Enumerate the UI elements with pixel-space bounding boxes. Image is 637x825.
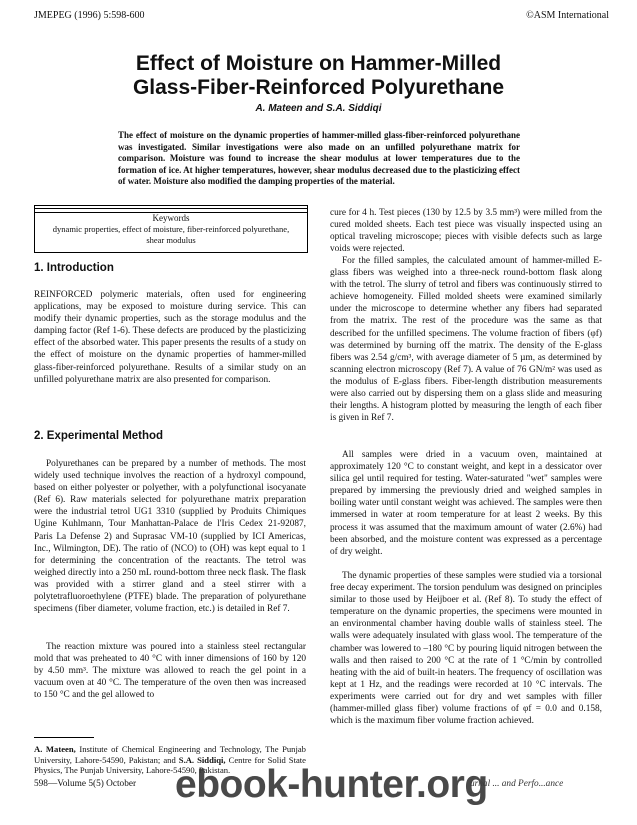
footnote-author-2: S.A. Siddiqi, bbox=[178, 754, 226, 765]
footnote-affiliation-1: Institute of Chemical Engineering and Technology, The Punjab University, Lahore-54590, Pakistan; and bbox=[34, 744, 306, 765]
column2-paragraph-3: All samples were dried in a vacuum oven, maintained at approximately 120 °C to constant weight, and kept in a dessicator over silica gel until required for testing. Water-saturated "wet" samples were prepared by immersing the previously dried and weighed samples in boiling water until constant weight was achieved. The samples were then immersed in water at room temperature for at least 2 weeks. By this process it was assumed that the maximum amount of water (2.6%) had been absorbed, and the moisture content was expressed as a percentage of dry weight. bbox=[330, 450, 602, 557]
article-authors: A. Mateen and S.A. Siddiqi bbox=[255, 103, 382, 114]
title-line-1: Effect of Moisture on Hammer-Milled bbox=[135, 52, 502, 75]
column2-paragraph-1: cure for 4 h. Test pieces (130 by 12.5 by 3.5 mm³) were milled from the cured molded sheets. Each test piece was visually inspected using an optical traveling microscope; pieces with visible defects such as large voids were rejected. bbox=[330, 208, 602, 255]
introduction-paragraph: REINFORCED polymeric materials, often used for engineering applications, may be exposed to moisture during service. This can modify their dynamic properties, such as the storage modulus and the damping factor (Ref 1-6). These defects are produced by the plasticizing effect of the absorbed water. This paper presents the results of a study on the effect of moisture on the dynamic properties of hammer-milled glass-fiber-reinforced polyurethane. Results of a similar study on an unfilled polyurethane matrix are also presented for comparison. bbox=[34, 290, 306, 385]
copyright-notice: ©ASM International bbox=[526, 10, 609, 21]
method-paragraph-2: The reaction mixture was poured into a stainless steel rectangular mold that was preheated to 40 °C with inner dimensions of 160 by 120 by 4.50 mm³. The mixture was allowed to reach the gel point in a vacuum oven at 40 °C. The temperature of the oven then was increased to 150 °C and the gel allowed to bbox=[34, 642, 306, 701]
keywords-box bbox=[34, 205, 308, 253]
footnote-affiliation-2: Centre for Solid State Physics, The Punjab University, Lahore-54590, Pakistan. bbox=[34, 754, 306, 776]
page-footer-left: 598—Volume 5(5) October bbox=[34, 779, 137, 789]
footnote-author-1: A. Mateen, bbox=[34, 744, 76, 754]
article-title bbox=[0, 52, 637, 100]
journal-reference: JMEPEG (1996) 5:598-600 bbox=[34, 10, 145, 21]
abstract: The effect of moisture on the dynamic properties of hammer-milled glass-fiber-reinforced polyurethane was investigated. Similar investigations were also made on an unfilled polyurethane matrix for comparison. Moisture was found to increase the shear modulus at lower temperatures due to the formation of ice. At higher temperatures, however, shear modulus decreased due to the plasticizing effect of water. Moisture also modified the damping properties of the material. bbox=[118, 130, 520, 187]
column2-paragraph-4: The dynamic properties of these samples were studied via a torsional free decay experiment. The torsion pendulum was designed on principles similar to those used by Heijboer et al. (Ref 8). To study the effect of temperature on the dynamic properties, the specimens were mounted in an environmental chamber having double walls of stainless steel. The walls were adequately insulated with glass wool. The temperature of the chamber was lowered to –180 °C by pouring liquid nitrogen between the walls and then raised to 200 °C at the rate of 1 °C/min by controlled heating with the aid of built-in heaters. The frequency of oscillation was kept at 1 Hz, and the readings were recorded at 10 °C intervals. The experiments were carried out for dry and wet samples with filler (hammer-milled glass fiber) volume fractions of φf = 0.0 and 0.158, which is the maximum fiber volume fraction achieved. bbox=[330, 571, 602, 727]
column2-paragraph-2: For the filled samples, the calculated amount of hammer-milled E-glass fibers was weighed into a three-neck round-bottom flask along with the tetrol. The slurry of tetrol and fibers was continuously stirred to achieve homogeneity. Filled molded sheets were examined similarly under the microscope to determine whether any fibers had separated from the matrix. The rest of the procedure was the same as that described for the unfilled specimens. The volume fraction of fibers (φf) was determined by burning off the matrix. The density of the E-glass fibers was 2.54 g/cm³, with average diameter of 5 µm, as determined by scanning electron microscopy (Ref 7). A value of 76 GN/m² was used as the modulus of E-glass fibers. Fiber-length distribution measurements were also carried out by dispersing them on a glass slide and measuring their lengths. A histogram plotted by measuring the length of each fiber is given in Ref 7. bbox=[330, 256, 602, 424]
method-paragraph-1: Polyurethanes can be prepared by a number of methods. The most widely used technique involves the reaction of a hydroxyl compound, based on either polyester or polyether, with a polyfunctional isocyanate (Ref 6). Raw materials selected for polyurethane matrix preparation were the industrial tetrol UG1 3310 (supplied by Produits Chimiques Ugine Kuhlmann, Tour Manhattan-Palace de l'Iris Cedex 21-92087, Paris La Defense 2) and Suprasac VM-10 (supplied by ICI Americas, Inc., Wilmington, DE). The ratio of (NCO) to (OH) was kept equal to 1 for determining the concentration of the reactants. The tetrol was weighed directly into a 250 mL round-bottom three neck flask. The flask was provided with a stirrer gland and a steel stirrer with a polytetrafluoroethylene (PTFE) blade. The preparation of polyurethane specimens (fiber diameter, volume fraction, etc.) is detailed in Ref 7. bbox=[34, 459, 306, 615]
footnote-rule bbox=[34, 737, 94, 738]
section-heading-experimental-method: 2. Experimental Method bbox=[34, 430, 164, 442]
page-footer-right: urnal ... and Perfo...ance bbox=[470, 779, 564, 789]
watermark: ebook-hunter.org bbox=[175, 763, 488, 806]
title-line-2: Glass-Fiber-Reinforced Polyurethane bbox=[132, 76, 505, 99]
keywords-heading: Keywords bbox=[152, 213, 190, 223]
keywords-list: dynamic properties, effect of moisture, fiber-reinforced polyurethane, shear modulus bbox=[52, 224, 290, 245]
section-heading-introduction: 1. Introduction bbox=[34, 262, 114, 274]
